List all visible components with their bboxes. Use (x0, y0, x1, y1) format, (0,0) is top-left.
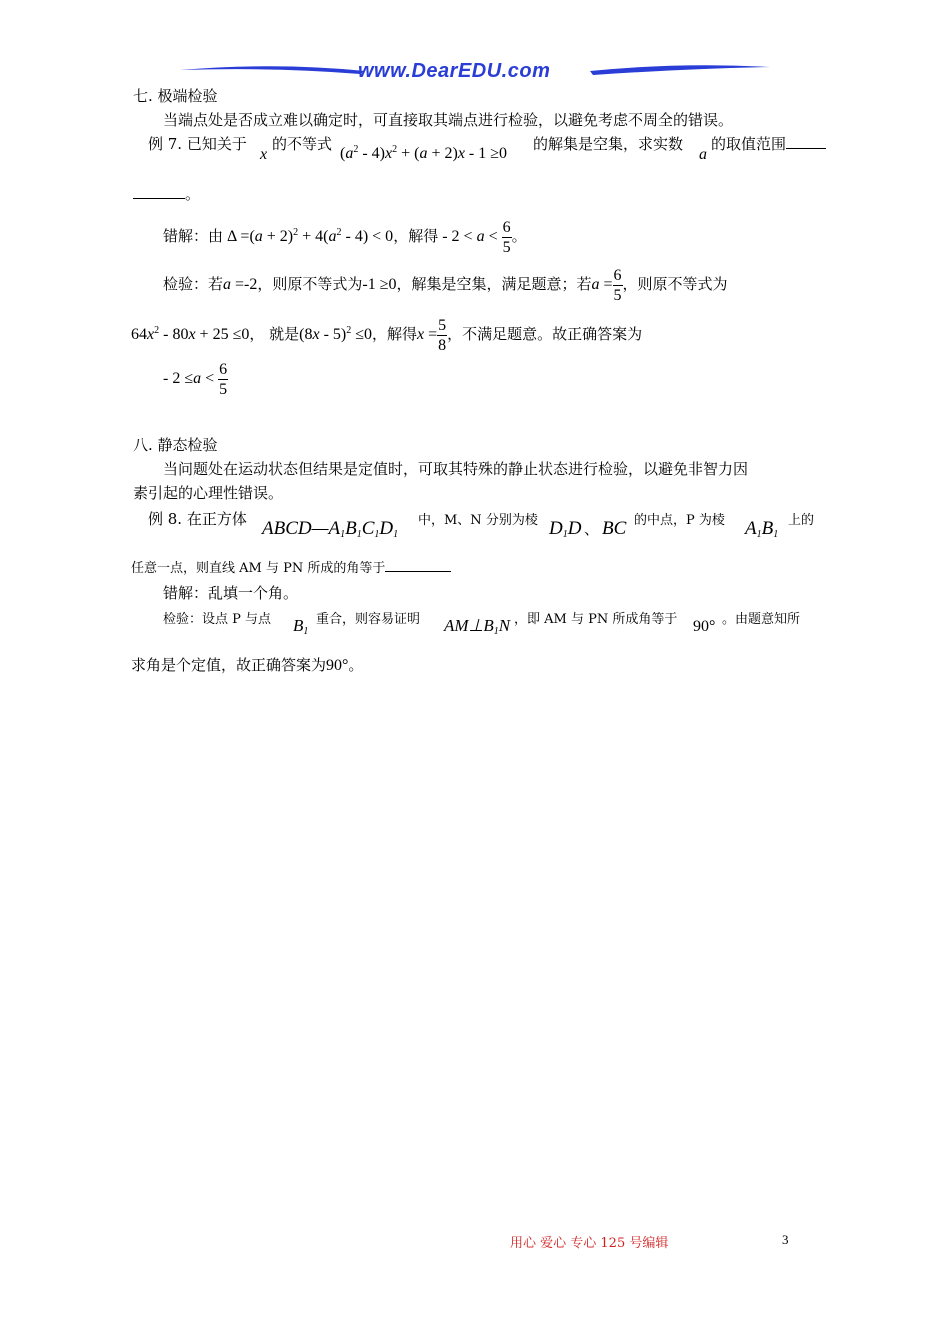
wrong-label-7: 错解：由 (163, 227, 224, 246)
discriminant-expression: $\Delta =(a + 2)^2 + 4(a^2 - 4) < 0$ (223, 227, 394, 246)
example8-text-mid: 中，M、N 分别为棱 (418, 513, 538, 528)
example7-text-range: 的取值范围 (711, 133, 826, 154)
example8-text-midpoint: 的中点，P 为棱 (634, 513, 725, 528)
edge-d1d: $D_1D$ (549, 518, 582, 540)
example8-dun: 、 (584, 520, 600, 538)
point-b1: $B_1$ (293, 616, 309, 637)
check-8-c: ，即 AM 与 PN 所成角等于 (514, 612, 678, 627)
correct-answer-7: - 2 ≤a < $\frac{6}{5}$ (163, 361, 228, 398)
section7-heading: 七. 极端检验 (133, 87, 218, 105)
variable-a: a (699, 146, 707, 163)
check-line1-7: 检验：若a =-2，则原不等式为-1 ≥0，解集是空集，满足题意；若a = $\frac{6}{5}$ ，则原不等式为 (163, 267, 728, 304)
edge-a1b1: $A_1B_1$ (745, 518, 779, 540)
example7-line1 (148, 133, 247, 154)
edge-bc: BC (602, 518, 627, 539)
variable-x: x (260, 146, 268, 163)
check-8-line2: 求角是个定值，故正确答案为90°。 (131, 656, 364, 674)
section8-intro-line2: 素引起的心理性错误。 (133, 484, 284, 502)
example8-label: 例 8. 在正方体 (148, 510, 247, 528)
perpendicular-statement: $AM\perp B_1N$ (444, 616, 511, 637)
page-number: 3 (782, 1232, 789, 1247)
check-8-b: 重合，则容易证明 (316, 612, 421, 627)
wrong-result: - 2 < a < $\frac{6}{5}$ (438, 219, 511, 256)
section8-heading: 八. 静态检验 (133, 436, 218, 454)
example7-text-ineq: 的不等式 (272, 135, 333, 153)
header-url[interactable]: www.DearEDU.com (358, 60, 551, 82)
wrong-solution-8: 错解：乱填一个角。 (163, 584, 299, 602)
example7-label: 例 7. 已知关于 (148, 135, 247, 153)
check-8-d: 。由题意知所 (722, 612, 801, 627)
example7-text-solution: 的解集是空集，求实数 (533, 135, 684, 153)
wrong-solution-7: 错解：由 $\Delta =(a + 2)^2 + 4(a^2 - 4) < 0$，解得 - 2 < a < $\frac{6}{5}$ 。 (163, 219, 527, 256)
section7-intro: 当端点处是否成立难以确定时，可直接取其端点进行检验，以避免考虑不周全的错误。 (163, 111, 734, 129)
check-label-7: 检验：若 (163, 275, 224, 294)
footer-text: 用心 爱心 专心 125 号编辑 (510, 1236, 669, 1251)
example7-answer-blank: 。 (133, 183, 200, 204)
example8-line2: 任意一点，则直线 AM 与 PN 所成的角等于 (131, 557, 451, 576)
wrong-solved-text: ，解得 (393, 227, 439, 246)
angle-value-1: 90° (693, 618, 716, 635)
section8-intro-line1: 当问题处在运动状态但结果是定值时，可取其特殊的静止状态进行检验，以避免非智力因 (163, 460, 749, 478)
check-8-a: 检验：设点 P 与点 (163, 612, 272, 627)
check-line2-7: $64x^2 - 80x + 25 \le 0$， 就是(8x - 5)$^2$ ≤0，解得x = $\frac{5}{8}$ ，不满足题意。故正确答案为 (131, 317, 643, 354)
cube-name: $ABCD—A_1B_1C_1D_1$ (262, 518, 399, 540)
example7-inequality: $(a^2 - 4)x^2 + (a + 2)x - 1 \ge 0$ (340, 144, 508, 162)
example8-text-on: 上的 (788, 513, 815, 528)
